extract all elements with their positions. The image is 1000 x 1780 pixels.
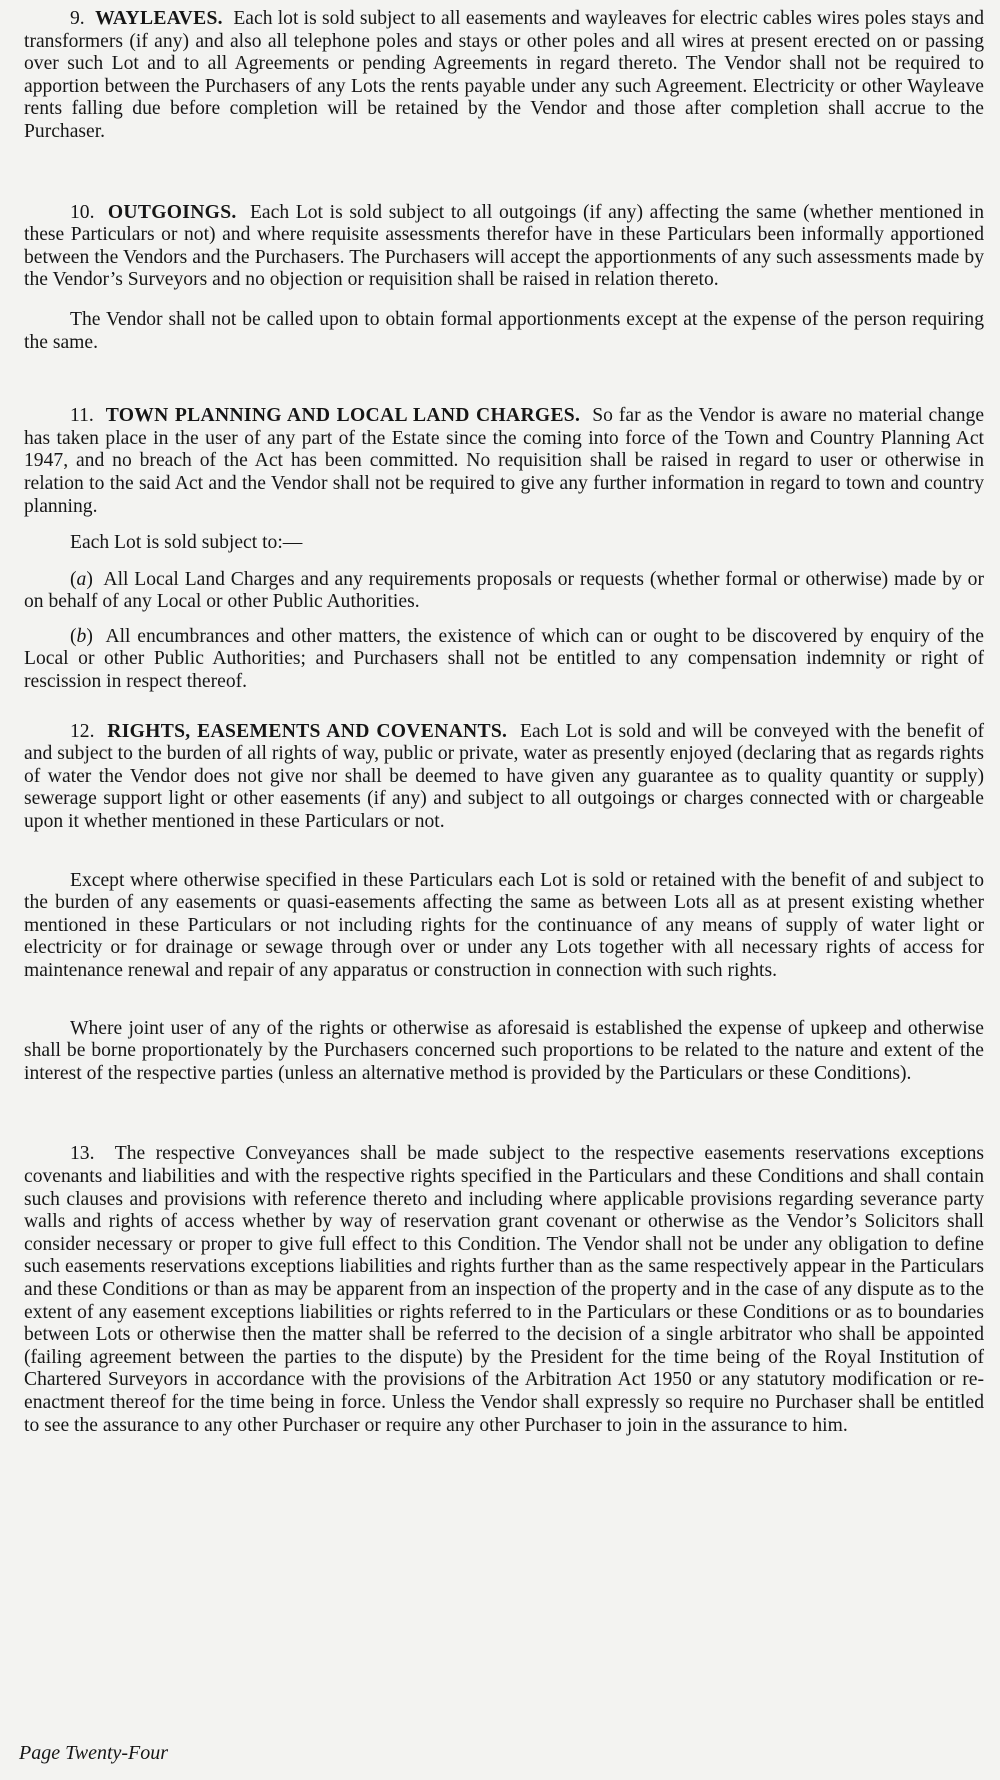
section-12-number: 12. <box>70 720 95 742</box>
section-12-heading: RIGHTS, EASEMENTS AND COVENANTS. <box>107 720 508 742</box>
section-12-text: Each Lot is sold and will be conveyed with the benefit of and subject to the burden of all rights of way, public or private, water as presently enjoyed (declaring that as regards rights of water the Vendor does not give nor shall be deemed to have given any guarantee as to quality quantity or supply) sewerage support light or other easements (if any) and subject to all outgoings or charges connected with or chargeable upon it whether mentioned in these Particulars or not. <box>24 720 985 833</box>
section-9-text: Each lot is sold subject to all easements and wayleaves for electric cables wires poles stays and transformers (if any) and also all telephone poles and stays or other poles and all wires at present erected on or passing over such Lot and to all Agreements or pending Agreements in regard thereto. The Vendor shall not be required to apportion between the Purchasers of any Lots the rents payable under any such Agreement. Electricity or other Wayleave rents falling due before completion will be retained by the Vendor and those after completion shall accrue to the Purchaser. <box>24 8 985 142</box>
section-9-number: 9. <box>70 8 85 29</box>
section-11-item-b: (b) All encumbrances and other matters, the existence of which can or ought to be discovered by enquiry of the Local or other Public Authorities; and Purchasers shall not be entitled to any compensation indemnity or right of rescission in respect thereof. <box>24 625 984 693</box>
section-11-item-a: (a) All Local Land Charges and any requirements proposals or requests (whether formal or otherwise) made by or on behalf of any Local or other Public Authorities. <box>24 568 984 613</box>
item-b-label: b <box>76 625 87 647</box>
section-11-intro: Each Lot is sold subject to:— <box>70 532 303 554</box>
section-13-text: The respective Conveyances shall be made subject to the respective easements reservations exceptions covenants and liabilities and with the respective rights specified in the Particulars and these Conditions and shall contain such clauses and provisions with reference thereto and including where applicable provisions regarding severance party walls and rights of access whether by way of reservation grant covenant or otherwise as the Vendor’s Solicitors shall consider necessary or proper to give full effect to this Condition. The Vendor shall not be under any obligation to define such easements reservations exceptions liabilities and rights further than as the same respectively appear in the Particulars and these Conditions or than as may be apparent from an inspection of the property and in the case of any dispute as to the extent of any easement exceptions liabilities or rights referred to in the Particulars or these Conditions or as to boundaries between Lots or otherwise then the matter shall be referred to the decision of a single arbitrator who shall be appointed (failing agreement between the parties to the dispute) by the President for the time being of the Royal Institution of Chartered Surveyors in accordance with the provisions of the Arbitration Act 1950 or any statutory modification or re-enactment thereof for the time being in force. Unless the Vendor shall expressly so require no Purchaser shall be entitled to see the assurance to any other Purchaser or require any other Purchaser to join in the assurance to him. <box>24 1143 984 1436</box>
section-11-heading: TOWN PLANNING AND LOCAL LAND CHARGES. <box>105 405 581 427</box>
item-a-label: a <box>76 568 87 590</box>
section-10-number: 10. <box>70 201 95 223</box>
section-11-text: So far as the Vendor is aware no material change has taken place in the user of any part of the Estate since the coming into force of the Town and Country Planning Act 1947, and no breach of the Act has been committed. No requisition shall be raised in regard to user or otherwise in relation to the said Act and the Vendor shall not be required to give any further information in regard to town and country planning. <box>24 405 985 517</box>
section-10-para-2: The Vendor shall not be called upon to obtain formal apportionments except at the expense of the person requiring the same. <box>24 308 984 353</box>
page-number-footer: Page Twenty-Four <box>19 1742 169 1764</box>
section-12-para-2: Except where otherwise specified in these Particulars each Lot is sold or retained with the benefit of and subject to the burden of any easements or quasi-easements affecting the same as between Lots all as at present existing whether mentioned in these Particulars or not including rights for the continuance of any means of supply of water light or electricity or for drainage or sewage through over or under any Lots together with all necessary rights of access for maintenance renewal and repair of any apparatus or construction in connection with such rights. <box>24 869 984 981</box>
section-13-number: 13. <box>70 1143 95 1165</box>
section-10-heading: OUTGOINGS. <box>107 201 237 223</box>
section-9-heading: WAYLEAVES. <box>95 8 223 29</box>
section-13 <box>24 1143 984 1437</box>
item-b-text: All encumbrances and other matters, the existence of which can or ought to be discovered by enquiry of the Local or other Public Authorities; and Purchasers shall not be entitled to any compensation indemnity or right of rescission in respect thereof. <box>24 625 984 693</box>
section-12 <box>24 721 984 834</box>
section-10 <box>24 202 984 292</box>
section-9 <box>24 8 984 144</box>
section-12-para-3: Where joint user of any of the rights or otherwise as aforesaid is established the expense of upkeep and otherwise shall be borne proportionately by the Purchasers concerned such proportions to be related to the nature and extent of the interest of the respective parties (unless an alternative method is provided by the Particulars or these Conditions). <box>24 1017 984 1084</box>
item-a-text: All Local Land Charges and any requirements proposals or requests (whether formal or otherwise) made by or on behalf of any Local or other Public Authorities. <box>24 568 984 613</box>
section-11 <box>24 405 984 518</box>
section-11-number: 11. <box>70 405 94 427</box>
section-10-text: Each Lot is sold subject to all outgoings (if any) affecting the same (whether mentioned in these Particulars or not) and where requisite assessments therefor have in these Particulars been informally apportioned between the Vendors and the Purchasers. The Purchasers will accept the apportionments of any such assessments made by the Vendor’s Surveyors and no objection or requisition shall be raised in relation thereto. <box>24 201 985 291</box>
